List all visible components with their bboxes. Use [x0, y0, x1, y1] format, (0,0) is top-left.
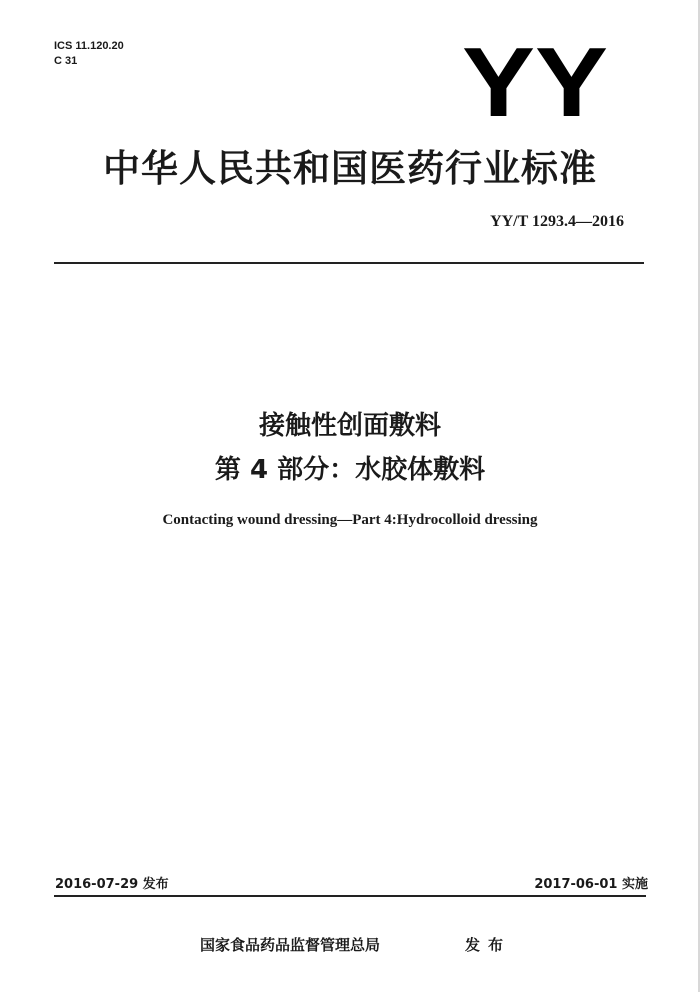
title-zh-line2: 第 4 部分：水胶体敷料	[214, 455, 486, 485]
issue-date: 2016-07-29 发布	[55, 877, 169, 892]
ics-code: ICS 11.120.20	[54, 40, 124, 52]
footer-divider	[54, 895, 646, 897]
standard-number: YY/T 1293.4—2016	[490, 213, 624, 230]
header-divider	[54, 262, 644, 264]
standard-category-title: 中华人民共和国医药行业标准	[103, 147, 597, 190]
publisher-name: 国家食品药品监督管理总局	[200, 936, 381, 954]
title-en: Contacting wound dressing—Part 4:Hydrocolloid dressing	[162, 512, 538, 528]
implementation-date: 2017-06-01 实施	[534, 877, 648, 892]
title-zh-line1: 接触性创面敷料	[258, 411, 441, 441]
yy-logo-text: YY	[462, 42, 608, 122]
yy-logo	[460, 42, 610, 122]
publish-label: 发布	[465, 936, 512, 954]
classification-codes	[54, 39, 124, 69]
ccs-code: C 31	[54, 55, 78, 67]
